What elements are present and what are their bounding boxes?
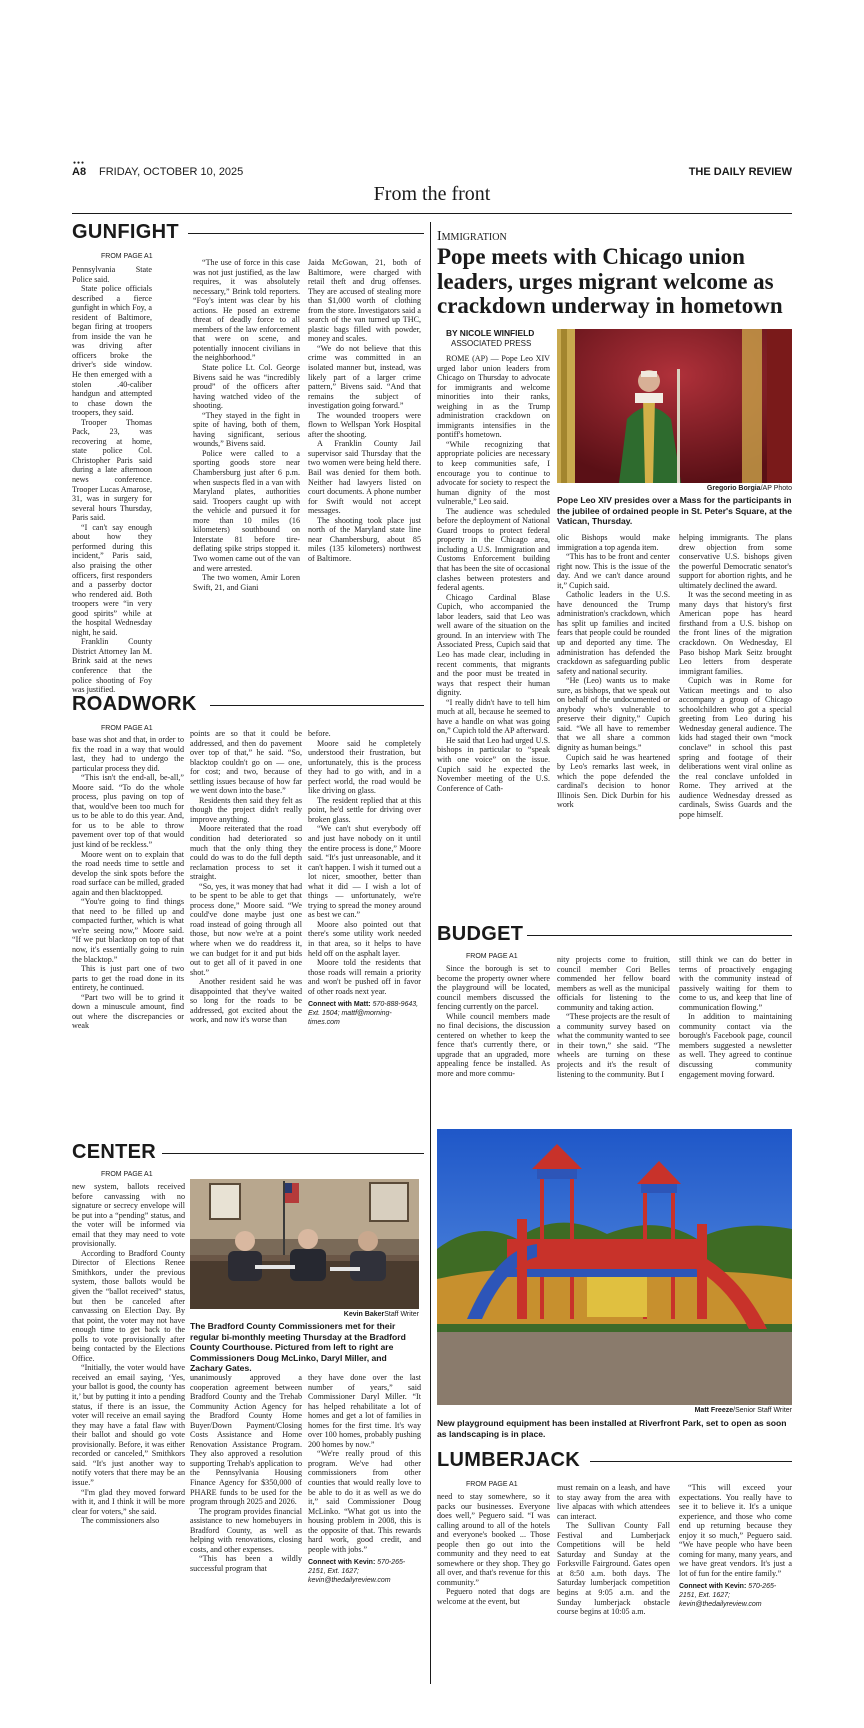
page-number-dots: ●●● (73, 161, 86, 166)
center-contact-info[interactable]: 570-265-2151, Ext. 1627; kevin@thedailyreview.com (308, 1559, 406, 1585)
immigration-col-3: helping immigrants. The plans drew objection from some conservative U.S. bishops given the powerful Democratic senator's support for abortion rights, and he ultimately declined the award. It was the second meeting in as many days that history's first American pope has heard firsthand from a U.S. bishop on the front lines of the migration crackdown. On Wednesday, El Paso bishop Mark Seitz brought Leo letters from desperate immigrant families. Cupich was in Rome for Vatican meetings and to also accompany a group of Chicago schoolchildren who got a special greeting from Leo during his Wednesday general audience. The kids had staged their own “mock conclave” in school this past spring and footage of their deliberations went viral online as the real conclave unfolded in Rome. They arrived at the audience Wednesday dressed as cardinals, Swiss Guards and the pope himself. (679, 533, 792, 819)
section-title: From the front (373, 183, 491, 205)
immigration-agency: ASSOCIATED PRESS (451, 339, 532, 348)
center-col-2: unanimously approved a cooperation agreement between Bradford County and the Trehab Community Action Agency for the Bradford County Home Buyer/Down Payment/Closing Costs Assistance and Home Renovation Assistance Program. They also approved a resolution supporting Trehab's application to the Pennsylvania Housing Finance Agency for $350,000 of PHARE funds to be used for the program through 2025 and 2026. The program provides financial assistance to new homebuyers in Bradford County, as well as helping with renovations, closing costs, and other expenses. “This has been a wildly successful program that (190, 1373, 302, 1573)
page-number: A8 (72, 166, 87, 178)
center-contact (308, 1558, 421, 1585)
center-col-3: they have done over the last number of years,” said Commissioner Daryl Miller. “It has helped rehabilitate a lot of homes and get a lot of families in homes for the first time. It's way over 100 homes, probably pushing 200 homes by now.” “We're really proud of this program. We've had other commissioners from other counties that would really love to be able to do it as well as we do it,” said Commissioner Doug McLinko. “What got us into the housing problem in 2008, this is the opposite of that. This rewards hard work, good credit, and people with jobs.” Connect with Kevin: 570-265-2151, Ext. 1627; kevin@thedailyreview.com (308, 1373, 421, 1585)
roadwork-kicker-rule (210, 705, 424, 706)
pope-photo-credit: Gregorio Borgia/AP Photo (706, 485, 792, 492)
gunfight-col-3: Jaida McGowan, 21, both of Baltimore, were charged with retail theft and drug offenses. They are accused of stealing more than $1,000 worth of clothing from the store. Investigators said a search of the van turned up THC, plastic bags filled with powder, money and scales. “We do not believe that this crime was committed in an isolated manner but, instead, was likely part of a larger crime pattern,” Bivens said. “And that remains the subject of investigation going forward.” The wounded troopers were flown to Wellspan York Hospital after the shooting. A Franklin County Jail supervisor said Thursday that the two women were being held there. Bail was denied for them both. Neither had lawyers listed on court documents. A phone number for Swift would not accept messages. The shooting took place just north of the Maryland state line near Chambersburg, about 85 miles (135 kilometers) northwest of Baltimore. (308, 258, 421, 563)
roadwork-col-1: base was shot and that, in order to fix the road in a way that would last, they had to undergo the particular process they did. “This isn't the end-all, be-all,” Moore said. “To do the whole process, plus paving on top of that, would've been too much for us to be able to do this year. And, for us to be able to throw pavement over top of that would just kind of be reckless.” Moore went on to explain that the road needs time to settle and develop the sink spots before the road surface can be milled, graded again and then blacktopped. “You're going to find things that need to be filled up and compacted further, which is what we're seeing now,” Moore said. “If we put blacktop on top of that now, it's essentially going to ruin the blacktop.” This is just part one of two parts to get the road done in its entirety, he continued. “Part two will be to grind it down a minuscule amount, find out where the discrepancies or weak (72, 735, 184, 1031)
center-photo-caption: The Bradford County Commissioners met for their regular bi-monthly meeting Thursday at the Bradford County Courthouse. Pictured from left to right are Commissioners Doug McLinko, Daryl Miller, and Zachary Gates. (190, 1321, 406, 1373)
gunfight-kicker: GUNFIGHT (72, 221, 179, 243)
center-photo-credit-name: Kevin Baker (343, 1311, 385, 1318)
immigration-byline: BY NICOLE WINFIELD (446, 328, 535, 338)
gunfight-from-page: FROM PAGE A1 (101, 253, 153, 260)
pope-photo-credit-name: Gregorio Borgia (706, 485, 761, 492)
immigration-label: Immigration (437, 229, 507, 244)
center-col-1: new system, ballots received before canvassing with no signature or secrecy envelope will be put into a “pending” status, and the voter will be informed via email that they may need to vote provisionally. According to Bradford County Director of Elections Renee Smithkors, under the previous system, those ballots would be given the “ballot received” status, but then be canceled after canvassing on Election Day. By that point, the voter may not have enough time to get back to the polls to vote provisionally after being contacted by the Elections Office. “Initially, the voter would have received an email saying, ‘Yes, your ballot is good, the county has it,’ but by putting it into a pending status, if there is an issue, the voter will receive an email saying they may have a fatal flaw with their ballot and should go vote provisionally. Before, it was either recorded or canceled,” Smithkors said. “It's just another way to notify voters that there may be an issue.” “I'm glad they moved forward with it, and I think it will be more clear for voters,” she said. The commissioners also (72, 1182, 185, 1526)
immigration-col-1: ROME (AP) — Pope Leo XIV urged labor union leaders from Chicago on Thursday to advocate for immigrants and welcome minorities into their ranks, weighing in as the Trump administration crackdown on immigrants intensifies in the pontiff's hometown. “While recognizing that appropriate policies are necessary to keep communities safe, I encourage you to continue to advocate for society to respect the human dignity of the most vulnerable,” Leo said. The audience was scheduled before the deployment of National Guard troops to protect federal property in the Chicago area, including a U.S. Immigration and Customs Enforcement building that has been the site of occasional clashes between protesters and federal agents. Chicago Cardinal Blase Cupich, who accompanied the labor leaders, said that Leo was well aware of the situation on the ground. In an interview with The Associated Press, Cupich said that Leo has made clear, including in recent comments, that migrants and the poor must be treated in ways that respect their human dignity. “I really didn't have to tell him much at all, because he seemed to have a handle on what was going on,” Cupich told the AP afterward. He said that Leo had urged U.S. bishops in particular to “speak with one voice” on the issue. Cupich said he expected the November meeting of the U.S. Conference of Cath- (437, 354, 550, 793)
lumberjack-contact-info[interactable]: 570-265-2151, Ext. 1627; kevin@thedailyreview.com (679, 1583, 777, 1609)
playground-photo-caption: New playground equipment has been installed at Riverfront Park, set to open as soon as landscaping is in place. (437, 1418, 787, 1439)
center-contact-label: Connect with Kevin: (308, 1559, 376, 1567)
gunfight-col-1: Pennsylvania State Police said. State police officials described a fierce gunfight in which Foy, a resident of Baltimore, began firing at troopers from inside the van he was driving after officers broke the driver's side window. He then emerged with a stolen .40-caliber handgun and attempted to chase down the troopers, they said. Trooper Thomas Pack, 23, was recovering at home, state police Col. Christopher Paris said during a late afternoon news conference. Trooper Lucas Amarose, 31, was in surgery for several hours Thursday, Paris said. “I can't say enough about how they performed during this incident,” Paris said, also praising the other officers, first responders and a passerby doctor who rendered aid. Both troopers were “in very good spirits” while at the hospital Wednesday night, he said. Franklin County District Attorney Ian M. Brink said at the news conference that the police shooting of Foy was justified. (72, 265, 152, 695)
immigration-headline: Pope meets with Chicago union leaders, urges migrant welcome as crackdown underway in hometown (437, 244, 783, 318)
budget-from-page: FROM PAGE A1 (466, 953, 518, 960)
commissioners-photo (190, 1179, 419, 1309)
lumberjack-kicker: LUMBERJACK (437, 1449, 580, 1471)
center-photo-credit (190, 1311, 419, 1318)
roadwork-contact-info[interactable]: 570-888-9643, Ext. 1504; mattf@morning-times.com (308, 1001, 419, 1027)
center-kicker-rule (162, 1153, 424, 1154)
pope-photo-caption: Pope Leo XIV presides over a Mass for the participants in the jubilee of ordained people in St. Peter's Square, at the Vatican, Thursday. (557, 495, 793, 526)
playground-photo-credit-name: Matt Freeze (694, 1407, 734, 1414)
budget-col-2: nity projects come to fruition, council member Cori Belles commended her fellow board members as well as the municipal officials for listening to the community and taking action. “These projects are the result of a community survey based on what the community wanted to see in their town,” she said. “The wheels are turning on these projects and it's the result of listening to the community. But I (557, 955, 670, 1079)
newspaper-name: THE DAILY REVIEW (688, 166, 792, 178)
center-photo-credit-org: Staff Writer (384, 1311, 419, 1318)
center-kicker: CENTER (72, 1141, 157, 1163)
playground-photo-credit: Matt Freeze/Senior Staff Writer (694, 1407, 792, 1414)
lumberjack-contact-label: Connect with Kevin: (679, 1583, 747, 1591)
playground-photo (437, 1129, 792, 1405)
immigration-col-2: olic Bishops would make immigration a top agenda item. “This has to be front and center right now. This is the issue of the day. And we can't dance around it,” Cupich said. Catholic leaders in the U.S. have denounced the Trump administration's crackdown, which has split up families and incited fears that people could be rounded up and deported any time. The administration has defended the crackdown as safeguarding public safety and national security. “He (Leo) wants us to make sure, as bishops, that we speak out on behalf of the undocumented or anybody who's vulnerable to preserve their dignity,” Cupich said. “We all have to remember that we all share a common dignity as human beings.” Cupich said he was heartened by Leo's remarks last week, in which the pope defended the cardinal's decision to honor Illinois Sen. Dick Durbin for his work (557, 533, 670, 810)
gunfight-kicker-rule (188, 233, 424, 234)
roadwork-contact (308, 1000, 421, 1027)
pope-photo-credit-org: AP Photo (762, 485, 792, 492)
roadwork-from-page: FROM PAGE A1 (101, 725, 153, 732)
playground-photo-credit-org: Senior Staff Writer (735, 1407, 792, 1414)
roadwork-col-3: before. Moore said he completely understood their frustration, but unfortunately, this is the process they had to go with, and in a perfect world, the road would be like driving on glass. The resident replied that at this point, he'd settle for driving over broken glass. “We can't shut everybody off and just have nobody on it until the entire process is done,” Moore said. “It's just unreasonable, and it can't happen. I wish it turned out a lot nicer, smoother, better than what it did — I wish a lot of things — unfortunately, we're trying to spread the money around as best we can.” Moore also pointed out that there's some utility work needed in that area, so it helps to have held off on the asphalt layer. Moore told the residents that those roads will remain a priority and won't be pushed off in favor of other roads next year. Connect with Matt: 570-888-9643, Ext. 1504; mattf@morning-times.com (308, 729, 421, 1027)
lumberjack-contact (679, 1582, 792, 1609)
column-divider (430, 222, 431, 1684)
lumberjack-from-page: FROM PAGE A1 (466, 1481, 518, 1488)
budget-kicker-rule (527, 935, 792, 936)
center-from-page: FROM PAGE A1 (101, 1171, 153, 1178)
budget-kicker: BUDGET (437, 923, 524, 945)
lumberjack-col-1: need to stay somewhere, so it packs our businesses. Everyone does well,” Peguero said. “I was calling around to all of the hotels and everyone's booked ... Those people then go out into the community and they need to eat somewhere or they shop. They go all over, and that's revenue for this community.” Peguero noted that dogs are welcome at the event, but (437, 1492, 550, 1607)
gunfight-col-2: “The use of force in this case was not just justified, as the law requires, it was absolutely necessary,” Brink told reporters. “Foy's intent was clear by his actions. He posed an extreme threat of deadly force to all members of the law enforcement that were on scene, and potentially innocent civilians in the neighborhood.” State police Lt. Col. George Bivens said he was “incredibly proud” of the officers after having watched video of the shooting. “They stayed in the fight in spite of having, both of them, having significant, serious wounds,” Bivens said. Police were called to a sporting goods store near Chambersburg just after 6 p.m. when suspects fled in a van with Maryland plates, authorities said. Troopers caught up with the vehicle and pursued it for more than 10 miles (16 kilometers) southbound on Interstate 81 before tire-deflating spike strips stopped it. Two women came out of the van and were arrested. The two women, Amir Loren Swift, 21, and Giani (193, 258, 300, 592)
header-rule (72, 213, 792, 214)
roadwork-contact-label: Connect with Matt: (308, 1001, 371, 1009)
lumberjack-col-2: must remain on a leash, and have to stay away from the area with live alpacas with which attendees can interact. The Sullivan County Fall Festival and Lumberjack Competitions will be held Saturday and Sunday at the Forksville Fairground. Gates open at 8:50 a.m. both days. The Saturday lumberjack competition begins at 9:05 a.m. and the Sunday lumberjack obstacle course begins at 10:05 a.m. (557, 1483, 670, 1617)
dateline: FRIDAY, OCTOBER 10, 2025 (99, 166, 244, 178)
roadwork-col-2: points are so that it could be addressed, and then do pavement over top of that,” he said. “So, blacktop couldn't go on — one, for cost; and two, because of settling issues because of how far we went down into the base.” Residents then said they felt as though the project didn't really improve anything. Moore reiterated that the road condition had deteriorated so much that the only thing they could do was to do the full depth reclamation process to set it straight. “So, yes, it was money that had to be spent to be able to get that process done,” Moore said. “We could've done maybe just one road instead of going through all those, but now we're at a point where when we do readdress it, we can budget for it and put bids out to get all of it paved in one shot.” Another resident said he was disappointed that they've waited so long for the roads to be addressed, got excited about the work, and now it's worse than (190, 729, 302, 1025)
budget-col-1: Since the borough is set to become the property owner where the playground will be located, council members discussed the fencing currently on the parcel. While council members made no final decisions, the discussion centered on whether to keep the fence that's currently there, or upgrade that an upgraded, more appealing fence be installed. As more and more commu- (437, 964, 550, 1079)
lumberjack-kicker-rule (590, 1461, 792, 1462)
budget-col-3: still think we can do better in terms of proactively engaging with the community instead of passively waiting for them to come to us, and keep that line of communication flowing.” In addition to maintaining community contact via the borough's Facebook page, council members suggested a newsletter as well. They agreed to continue discussing community engagement moving forward. (679, 955, 792, 1079)
lumberjack-col-3: “This will exceed your expectations. You really have to see it to believe it. It's a unique experience, and those who come end up returning because they enjoy it so much,” Peguero said. “We have people who have been coming for many, many years, and we have great vendors. It's just a lot of fun for the entire family.” Connect with Kevin: 570-265-2151, Ext. 1627; kevin@thedailyreview.com (679, 1483, 792, 1609)
pope-photo (557, 329, 792, 483)
roadwork-kicker: ROADWORK (72, 693, 197, 715)
